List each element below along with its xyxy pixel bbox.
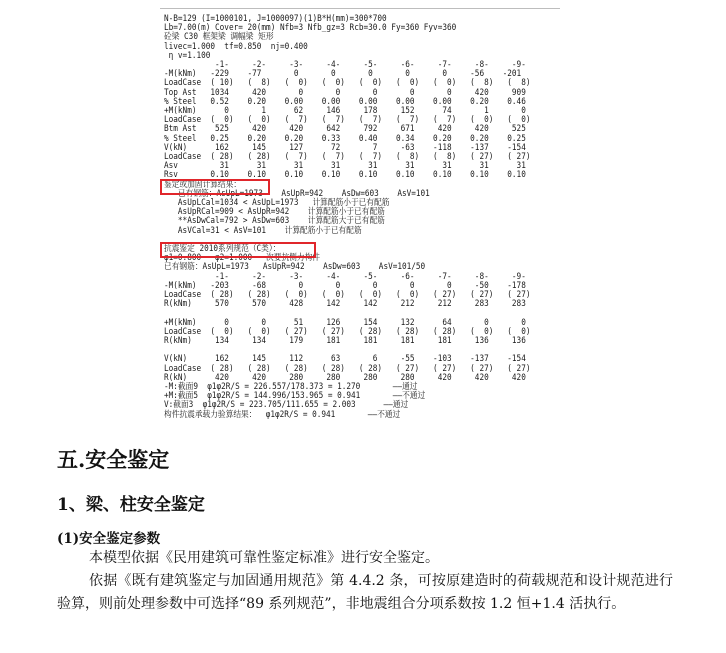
calc-line: 已有钢筋：AsUpL=1973 AsUpR=942 AsDw=603 AsV=101/50 bbox=[164, 261, 426, 272]
calc-line: LoadCase ( 28) ( 28) ( 28) ( 28) ( 28) ( 27) ( 27) ( 27) ( 27) bbox=[164, 362, 531, 373]
calc-line: Btm Ast 525 420 420 642 792 671 420 420 525 bbox=[164, 123, 526, 134]
calc-line: LoadCase ( 28) ( 28) ( 0) ( 0) ( 0) ( 0) ( 27) ( 27) ( 27) bbox=[164, 289, 531, 299]
calc-line: 鉴定或加固计算结果： bbox=[164, 178, 242, 189]
item-title: (1)安全鉴定参数 bbox=[57, 531, 161, 547]
calc-line: N-B=129 (I=1000101, J=1000097)(1)B*H(mm)=300*700 bbox=[164, 13, 387, 23]
calc-output-screenshot bbox=[160, 8, 560, 426]
calc-line: 砼梁 C30 框架梁 调幅梁 矩形 bbox=[164, 31, 274, 42]
calc-line: livec=1.000 tf=0.850 nj=0.400 bbox=[164, 40, 308, 51]
calc-line: R(kN) 420 420 280 280 280 280 420 420 420 bbox=[164, 371, 526, 382]
calc-line: 已有钢筋：AsUpL=1973 AsUpR=942 AsDw=603 AsV=101 bbox=[164, 187, 430, 198]
calc-line: Lb=7.00(m) Cover= 20(mm) Nfb=3 Nfb_gz=3 Rcb=30.0 Fy=360 Fyv=360 bbox=[164, 22, 457, 33]
top-divider bbox=[160, 8, 560, 9]
calc-line: AsUpRCal=909 < AsUpR=942 计算配筋小于已有配筋 bbox=[164, 206, 385, 217]
paragraph-1: 本模型依据《民用建筑可靠性鉴定标准》进行安全鉴定。 bbox=[89, 550, 439, 566]
calc-line: Asv 31 31 31 31 31 31 31 31 31 bbox=[164, 160, 526, 171]
calc-line: -M(kNm) -203 -68 0 0 0 0 0 -50 -178 bbox=[164, 279, 526, 290]
calc-line: LoadCase ( 0) ( 0) ( 7) ( 7) ( 7) ( 7) ( 7) ( 0) ( 0) bbox=[164, 114, 531, 125]
calc-line: R(kNm) 134 134 179 181 181 181 181 136 136 bbox=[164, 335, 526, 345]
section-title: 五.安全鉴定 bbox=[57, 447, 170, 472]
calc-line: LoadCase ( 10) ( 8) ( 0) ( 0) ( 0) ( 0) ( 0) ( 8) ( 8) bbox=[164, 77, 531, 88]
calc-line: -1- -2- -3- -4- -5- -6- -7- -8- -9- bbox=[164, 59, 526, 69]
calc-line: LoadCase ( 28) ( 28) ( 7) ( 7) ( 7) ( 8) ( 8) ( 27) ( 27) bbox=[164, 151, 531, 161]
calc-line: % Steel 0.25 0.20 0.20 0.33 0.40 0.34 0.20 0.20 0.25 bbox=[164, 132, 526, 143]
calc-line: -1- -2- -3- -4- -5- -6- -7- -8- -9- bbox=[164, 270, 526, 281]
calc-line: % Steel 0.52 0.20 0.00 0.00 0.00 0.00 0.00 0.20 0.46 bbox=[164, 95, 526, 106]
calc-line: R(kNm) 570 570 428 142 142 212 212 283 283 bbox=[164, 298, 526, 309]
paragraph-2: 依据《既有建筑鉴定与加固通用规范》第 4.4.2 条，可按原建造时的荷载规范和设计规范进行验算，则前处理参数中可选择“89 系列规范”，非地震组合分项系数按 1.2 恒+1.4 活执行。 bbox=[57, 573, 673, 612]
calc-line: +M(kNm) 0 0 51 126 154 132 64 0 0 bbox=[164, 316, 526, 327]
highlight-box-seismic-check bbox=[160, 242, 316, 258]
calc-line: +M(kNm) 0 1 62 146 178 152 74 1 0 bbox=[164, 105, 526, 115]
calc-line: -M:截面9 φ1φ2R/S = 226.557/178.373 = 1.270 ——通过 bbox=[164, 381, 418, 391]
calc-line: V:截面3 φ1φ2R/S = 223.705/111.655 = 2.003 ——通过 bbox=[164, 399, 409, 410]
calc-line: AsVCal=31 < AsV=101 计算配筋小于已有配筋 bbox=[164, 224, 362, 235]
highlight-box-check-result bbox=[160, 179, 270, 195]
calc-line: 抗震鉴定 2010系列规范（C类）： bbox=[164, 243, 281, 253]
calc-line: V(kN) 162 145 112 63 6 -55 -103 -137 -154 bbox=[164, 353, 526, 364]
calc-line: 构件抗震承载力验算结果： φ1φ2R/S = 0.941 ——不通过 bbox=[164, 408, 401, 419]
calc-line: Rsv 0.10 0.10 0.10 0.10 0.10 0.10 0.10 0.10 0.10 bbox=[164, 169, 526, 180]
calc-line: Top Ast 1034 420 0 0 0 0 0 420 909 bbox=[164, 86, 526, 97]
calc-line: AsUpLCal=1034 < AsUpL=1973 计算配筋小于已有配筋 bbox=[164, 197, 390, 207]
subsection-title: 1、梁、柱安全鉴定 bbox=[57, 495, 205, 515]
calc-line: +M:截面5 φ1φ2R/S = 144.996/153.965 = 0.941 ——不通过 bbox=[164, 390, 426, 401]
calc-line: φ1=0.800 φ2=1.000 次要抗侧力构件 bbox=[164, 252, 320, 263]
calc-line: -M(kNm) -229 -77 0 0 0 0 0 -56 -201 bbox=[164, 68, 522, 79]
calc-line: V(kN) 162 145 127 72 7 -63 -118 -137 -154 bbox=[164, 141, 526, 152]
calc-line: **AsDwCal=792 > AsDw=603 计算配筋大于已有配筋 bbox=[164, 215, 385, 226]
calc-line: LoadCase ( 0) ( 0) ( 27) ( 27) ( 28) ( 28) ( 28) ( 0) ( 0) bbox=[164, 325, 531, 336]
calc-line: η v=1.100 bbox=[164, 49, 211, 60]
